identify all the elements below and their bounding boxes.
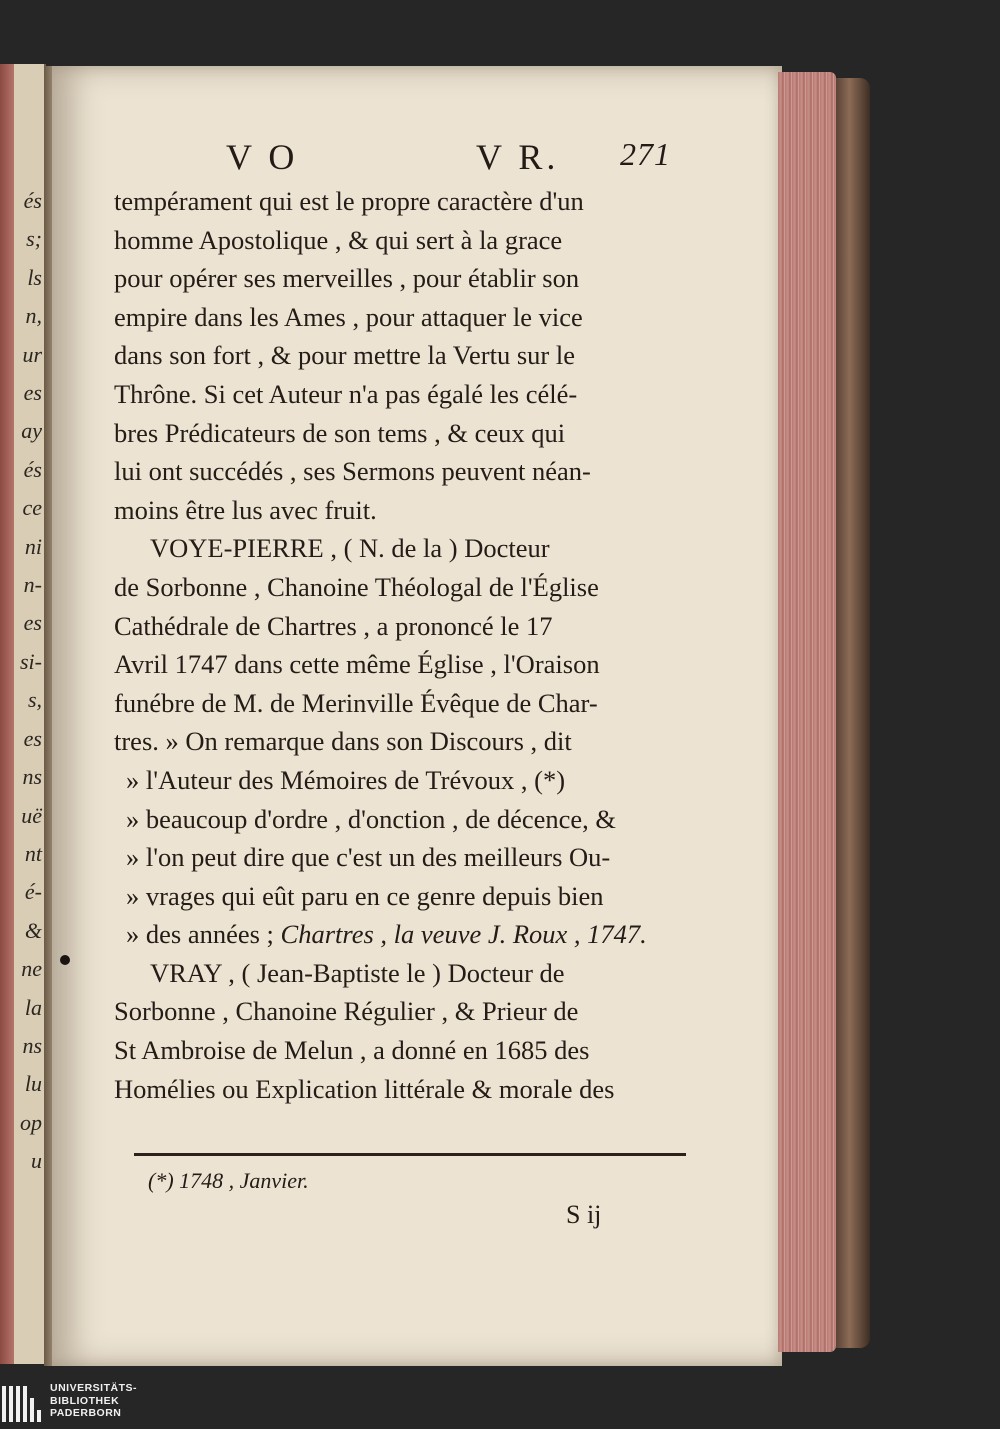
left-margin-line: ni xyxy=(24,533,42,559)
left-margin-line: ns xyxy=(22,1032,42,1058)
library-footer xyxy=(0,1378,1000,1429)
text-line-content: tres. » On remarque dans son Discours , dit xyxy=(114,726,572,757)
text-line xyxy=(114,607,686,646)
text-line-content: moins être lus avec fruit. xyxy=(114,494,377,525)
text-line xyxy=(114,645,686,684)
left-margin-line: & xyxy=(24,917,42,943)
left-margin-line: ls xyxy=(27,264,42,290)
right-cover xyxy=(836,78,870,1348)
left-margin-line: u xyxy=(31,1148,42,1174)
footnote: (*) 1748 , Janvier. xyxy=(148,1168,309,1193)
left-margin-line: la xyxy=(24,994,42,1020)
library-logo-icon xyxy=(2,1386,42,1422)
library-logo-text xyxy=(50,1382,137,1420)
text-line-content: » beaucoup d'ordre , d'onction , de décence, & xyxy=(126,803,617,834)
left-page-margin-text xyxy=(4,182,44,1181)
text-line xyxy=(114,259,686,298)
text-line xyxy=(114,414,686,453)
text-line xyxy=(114,491,686,530)
text-line-content: Cathédrale de Chartres , a prononcé le 17 xyxy=(114,610,553,641)
text-line xyxy=(114,568,686,607)
text-line xyxy=(114,915,686,954)
text-line-content: VOYE-PIERRE , ( N. de la ) Docteur xyxy=(150,533,550,564)
text-line-content: pour opérer ses merveilles , pour établir son xyxy=(114,263,580,294)
left-margin-line: es xyxy=(23,380,42,406)
text-line-content: tempérament qui est le propre caractère d'un xyxy=(114,186,584,216)
left-margin-line: ay xyxy=(21,418,42,444)
left-margin-line: op xyxy=(20,1109,42,1135)
left-margin-line: s, xyxy=(27,687,42,713)
worm-hole xyxy=(60,955,70,965)
text-line xyxy=(114,1070,686,1109)
footnote-rule xyxy=(134,1153,686,1156)
left-margin-line: n, xyxy=(25,303,42,329)
running-header xyxy=(0,136,1000,186)
text-line-content: Homélies ou Explication littérale & morale des xyxy=(114,1073,615,1104)
logo-line: UNIVERSITÄTS- xyxy=(50,1382,138,1394)
text-line xyxy=(114,298,686,337)
text-line xyxy=(114,452,686,491)
text-line-content: funébre de M. de Merinville Évêque de Char- xyxy=(114,687,598,718)
text-line-content: dans son fort , & pour mettre la Vertu sur le xyxy=(114,340,575,371)
left-margin-line: lu xyxy=(24,1071,42,1097)
text-line-content: bres Prédicateurs de son tems , & ceux qui xyxy=(114,417,566,448)
entry-heading-line xyxy=(114,529,686,568)
text-line-content: » des années ; xyxy=(126,919,274,950)
header-center: V R. xyxy=(476,137,560,177)
page-edges xyxy=(778,72,836,1352)
left-page-edge xyxy=(0,64,46,1364)
left-margin-line: ns xyxy=(22,764,42,790)
body-text xyxy=(114,182,686,1108)
text-line xyxy=(114,992,686,1031)
text-line xyxy=(114,838,686,877)
text-line-content: Thrône. Si cet Auteur n'a pas égalé les célé- xyxy=(114,378,578,409)
page-number: 271 xyxy=(620,136,671,172)
left-margin-line: ne xyxy=(21,956,42,982)
signature-mark: S ij xyxy=(566,1200,602,1229)
text-line-content: » l'on peut dire que c'est un des meilleurs Ou- xyxy=(126,842,611,873)
text-line-content: lui ont succédés , ses Sermons peuvent néan- xyxy=(114,456,591,487)
text-line-content: Avril 1747 dans cette même Église , l'Oraison xyxy=(114,649,600,680)
left-margin-line: é- xyxy=(24,879,42,905)
publication-info: Chartres , la veuve J. Roux , 1747. xyxy=(280,919,647,950)
text-line xyxy=(114,336,686,375)
text-line-content: Sorbonne , Chanoine Régulier , & Prieur de xyxy=(114,996,579,1027)
text-line-content: empire dans les Ames , pour attaquer le vice xyxy=(114,301,583,332)
left-margin-line: nt xyxy=(24,840,42,866)
text-line xyxy=(114,375,686,414)
entry-heading-line xyxy=(114,954,686,993)
text-line xyxy=(114,221,686,260)
text-line xyxy=(114,800,686,839)
left-margin-line: ce xyxy=(22,495,42,521)
header-left: V O xyxy=(226,137,299,177)
text-line-content: de Sorbonne , Chanoine Théologal de l'Église xyxy=(114,571,599,602)
left-margin-line: es xyxy=(23,725,42,751)
text-line-content: » vrages qui eût paru en ce genre depuis bien xyxy=(126,880,604,911)
logo-line: BIBLIOTHEK xyxy=(50,1394,120,1407)
text-line xyxy=(114,1031,686,1070)
left-margin-line: es xyxy=(23,610,42,636)
left-margin-line: és xyxy=(23,188,42,213)
text-line xyxy=(114,684,686,723)
left-margin-line: s; xyxy=(26,226,42,252)
left-margin-line: uë xyxy=(21,802,42,828)
text-line xyxy=(114,877,686,916)
text-line xyxy=(114,761,686,800)
left-margin-line: n- xyxy=(23,572,42,598)
text-line xyxy=(114,182,686,221)
text-line-content: » l'Auteur des Mémoires de Trévoux , (*) xyxy=(126,764,566,795)
left-margin-line: si- xyxy=(20,648,42,674)
left-margin-line: ur xyxy=(22,341,42,367)
text-line-content: homme Apostolique , & qui sert à la grace xyxy=(114,224,563,255)
left-margin-line: és xyxy=(23,456,42,482)
text-line-content: VRAY , ( Jean-Baptiste le ) Docteur de xyxy=(150,957,565,988)
text-line xyxy=(114,722,686,761)
logo-line: PADERBORN xyxy=(50,1407,122,1419)
text-line-content: St Ambroise de Melun , a donné en 1685 des xyxy=(114,1035,590,1066)
